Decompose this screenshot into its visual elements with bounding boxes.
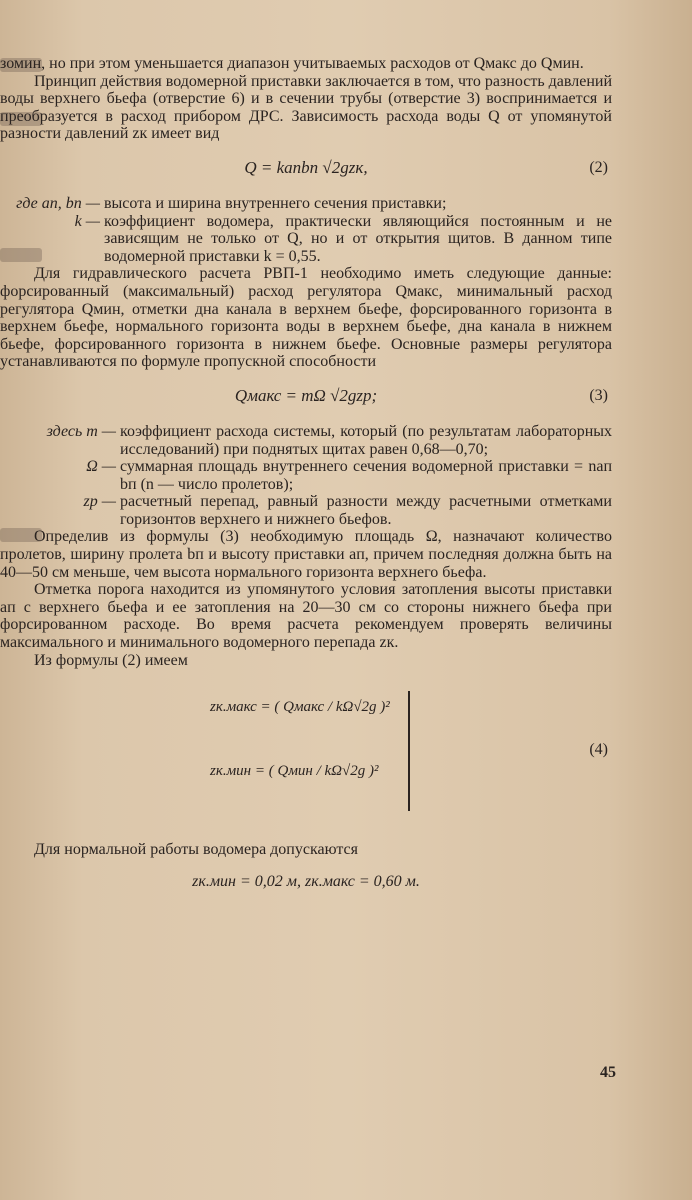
formula-number: (2) (589, 158, 608, 176)
definition-item (0, 195, 612, 213)
definition-text: высота и ширина внутреннего сечения приставки; (104, 194, 447, 212)
definition-text: коэффициент водомера, практически являющийся постоянным и не зависящим не только от Q, но и от открытия щитов. В данном типе водомерной приставки k = 0,55. (104, 212, 612, 265)
formula-expression: Q = kaпbп √2gzк, (244, 157, 368, 177)
page-number: 45 (600, 1064, 616, 1081)
definition-text: суммарная площадь внутреннего сечения водомерной приставки = naп bп (n — число пролетов); (120, 458, 612, 493)
paragraph: Для гидравлического расчета РВП-1 необходимо иметь следующие данные: форсированный (максимальный) расход регулятора Qмакс, минимальный расход регулятора Qмин, отметки дна канала в верхнем бьефе, форсированного горизонта в верхнем бьефе, нормального горизонта воды в верхнем бьефе, дна канала в нижнем бьефе, форсированного горизонта в нижнем бьефе. Основные размеры регулятора устанавливаются по формуле пропускной способности (0, 265, 612, 371)
formula-number: (4) (589, 741, 608, 759)
formula-2 (0, 149, 612, 189)
definition-item (0, 493, 612, 528)
definition-symbol: где aп, bп — (16, 194, 100, 212)
formula-line: zк.мин = ( Qмин / kΩ√2g )² (210, 763, 379, 780)
formula-line: zк.макс = ( Qмакс / kΩ√2g )² (210, 699, 390, 716)
formula-3 (0, 377, 612, 417)
definition-symbol: zр — (83, 493, 116, 511)
paragraph: Определив из формулы (3) необходимую площадь Ω, назначают количество пролетов, ширину пролета bп и высоту приставки aп, причем последняя должна быть на 40—50 см меньше, чем высота нормального горизонта верхнего бьефа. (0, 528, 612, 581)
paragraph: Отметка порога находится из упомянутого условия затопления высоты приставки aп с верхнего бьефа и ее затопления на 20—30 см со стороны нижнего бьефа при форсированном расходе. Во время расчета рекомендуем проверять величины максимального и минимального водомерного перепада zк. (0, 581, 612, 652)
definition-symbol: Ω — (86, 458, 116, 476)
definition-item (0, 423, 612, 458)
definition-item (0, 458, 612, 493)
paragraph: Для нормальной работы водомера допускаются (34, 841, 358, 859)
definition-symbol: здесь m — (46, 422, 116, 440)
paragraph: Из формулы (2) имеем (34, 651, 188, 669)
paragraph: Принцип действия водомерной приставки заключается в том, что разность давлений воды верхнего бьефа (отверстие 6) и в сечении трубы (отверстие 3) воспринимается и преобразуется в расход прибором ДРС. Зависимость расхода воды Q от упомянутой разности давлений zк имеет вид (0, 72, 612, 143)
definitions-list (0, 423, 612, 529)
text-column (0, 55, 612, 890)
formula-4-system (0, 683, 612, 831)
definitions-list (0, 195, 612, 265)
right-brace (400, 691, 410, 811)
definition-item (0, 213, 612, 266)
formula-limits: zк.мин = 0,02 м, zк.макс = 0,60 м. (192, 872, 420, 890)
definition-text: расчетный перепад, равный разности между расчетными отметками горизонтов верхнего и нижнего бьефов. (120, 493, 612, 528)
formula-number: (3) (589, 386, 608, 404)
formula-expression: Qмакс = mΩ √2gzр; (234, 385, 378, 405)
definition-symbol: k — (74, 212, 100, 230)
definition-text: коэффициент расхода системы, который (по результатам лабораторных исследований) при поднятых щитах равен 0,68—0,70; (120, 422, 612, 458)
paragraph: зомин, но при этом уменьшается диапазон учитываемых расходов от Qмакс до Qмин. (0, 55, 584, 72)
